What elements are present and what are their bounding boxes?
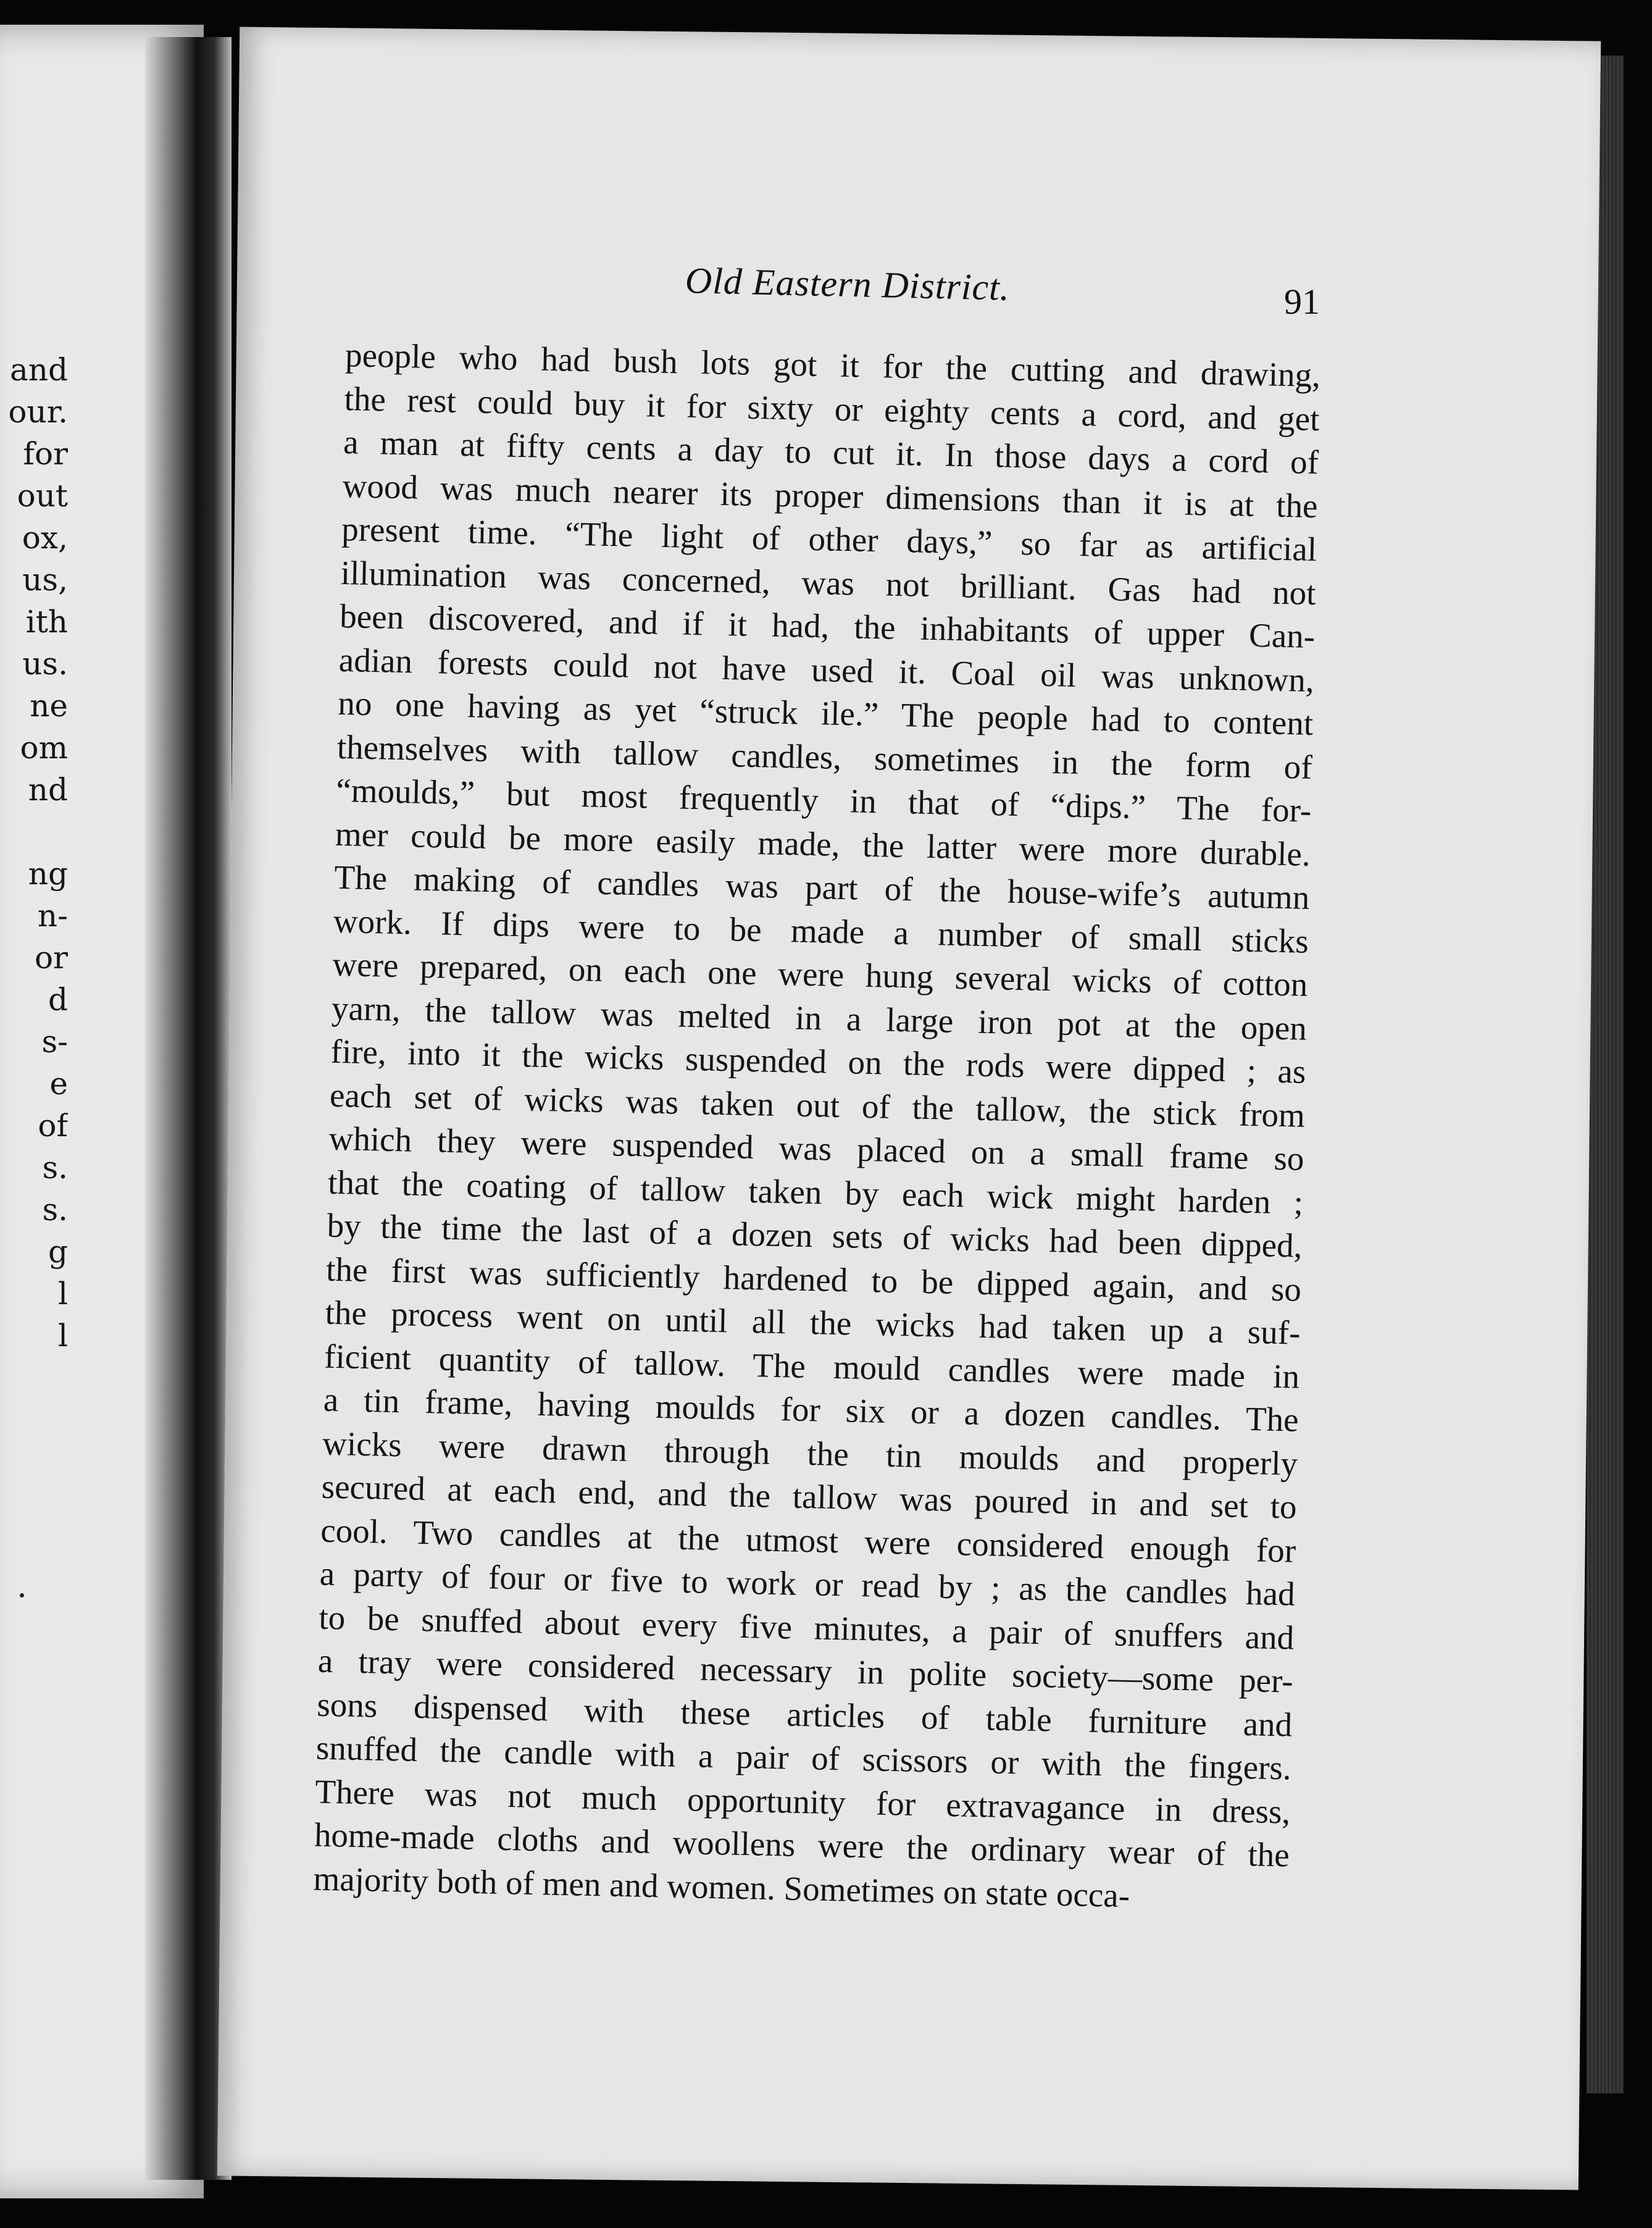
text-line: ficient quantity of tallow. The mould candles were made in: [323, 1337, 1300, 1396]
left-page-fragment: [0, 811, 68, 853]
text-line: wicks were drawn through the tin moulds and properly: [322, 1424, 1298, 1483]
left-page-fragment: for: [23, 436, 68, 472]
text-line: There was not much opportunity for extravagance in dress,: [314, 1772, 1291, 1831]
text-line: themselves with tallow candles, sometimes in the form of: [336, 727, 1313, 786]
left-page-fragment: s.: [42, 1150, 68, 1186]
left-page-fragment: ox,: [22, 520, 68, 556]
text-line: present time. “The light of other days,” so far as artificial: [341, 509, 1317, 569]
text-line: wood was much nearer its proper dimensions than it is at the: [342, 466, 1319, 525]
left-page-fragment: ith: [25, 604, 68, 640]
left-page-fragment: of: [38, 1108, 68, 1144]
text-line: home-made cloths and woollens were the ordinary wear of the: [314, 1815, 1290, 1874]
text-line: that the coating of tallow taken by each wick might harden ;: [327, 1163, 1304, 1221]
text-line: cool. Two candles at the utmost were considered enough for: [320, 1511, 1296, 1570]
text-line: the process went on until all the wicks had taken up a suf-: [325, 1293, 1301, 1352]
left-page-text-fragments: [0, 349, 68, 1357]
left-page-fragment: us,: [22, 562, 68, 598]
text-line: work. If dips were to be made a number of small sticks: [333, 902, 1309, 960]
text-line: each set of wicks was taken out of the tallow, the stick from: [329, 1076, 1306, 1134]
left-page-fragment: om: [20, 730, 68, 766]
text-line: a party of four or five to work or read by ; as the candles had: [319, 1554, 1296, 1613]
book-gutter: [145, 37, 232, 2180]
left-page-fragment: l: [58, 1276, 68, 1312]
body-text: [313, 333, 1321, 1921]
page-number: 91: [1284, 282, 1320, 322]
text-line: yarn, the tallow was melted in a large iron pot at the open: [331, 989, 1308, 1047]
text-line: which they were suspended was placed on a small frame so: [328, 1119, 1304, 1178]
text-line: fire, into it the wicks suspended on the rods were dipped ; as: [330, 1032, 1306, 1091]
left-page-fragment: out: [17, 478, 68, 514]
left-page-fragment: and: [9, 352, 68, 388]
text-line: secured at each end, and the tallow was poured in and set to: [321, 1467, 1298, 1526]
text-line: “moulds,” but most frequently in that of “dips.” The for-: [335, 771, 1312, 829]
text-line: snuffed the candle with a pair of scissors or with the fingers.: [315, 1728, 1292, 1787]
left-page-fragment: or: [34, 940, 68, 976]
text-line: by the time the last of a dozen sets of wicks had been dipped,: [327, 1206, 1303, 1265]
left-page-fragment: ne: [30, 688, 68, 724]
text-line: sons dispensed with these articles of table furniture and: [316, 1685, 1293, 1744]
text-line: majority both of men and women. Sometimes on state occa-: [312, 1859, 1130, 1914]
text-line: been discovered, and if it had, the inhabitants of upper Can-: [339, 597, 1316, 655]
left-page-speck: [20, 1593, 24, 1598]
text-line: no one having as yet “struck ile.” The people had to content: [337, 684, 1314, 742]
left-page-fragment: g: [48, 1234, 68, 1270]
text-line: a tin frame, having moulds for six or a dozen candles. The: [323, 1380, 1299, 1439]
text-line: the rest could buy it for sixty or eighty cents a cord, and get: [344, 379, 1320, 438]
text-line: the first was sufficiently hardened to be dipped again, and so: [325, 1250, 1302, 1309]
left-page-fragment: l: [58, 1318, 68, 1354]
left-page-fragment: d: [48, 982, 68, 1018]
left-page-fragment: us.: [22, 646, 68, 682]
text-line: were prepared, on each one were hung several wicks of cotton: [332, 945, 1308, 1003]
left-page-fragment: s.: [42, 1192, 68, 1228]
text-line: to be snuffed about every five minutes, a pair of snuffers and: [318, 1598, 1295, 1657]
left-page-fragment: ng: [28, 856, 68, 892]
left-page-fragment: n-: [37, 898, 68, 934]
left-page-fragment: s-: [41, 1024, 68, 1060]
left-page-fragment: our.: [8, 394, 68, 430]
text-line: a tray were considered necessary in polite society—some per-: [317, 1641, 1294, 1700]
left-page-fragment: e: [49, 1066, 68, 1102]
text-line: people who had bush lots got it for the cutting and drawing,: [344, 335, 1321, 395]
left-page-fragment: nd: [28, 772, 68, 808]
text-line: adian forests could not have used it. Coal oil was unknown,: [338, 640, 1315, 699]
text-line: a man at fifty cents a day to cut it. In those days a cord of: [343, 422, 1319, 482]
running-head: Old Eastern District.: [685, 260, 1011, 308]
text-line: The making of candles was part of the house-wife’s autumn: [333, 858, 1310, 916]
text-line: mer could be more easily made, the latter were more durable.: [335, 815, 1311, 873]
text-line: illumination was concerned, was not brilliant. Gas had not: [340, 553, 1317, 612]
